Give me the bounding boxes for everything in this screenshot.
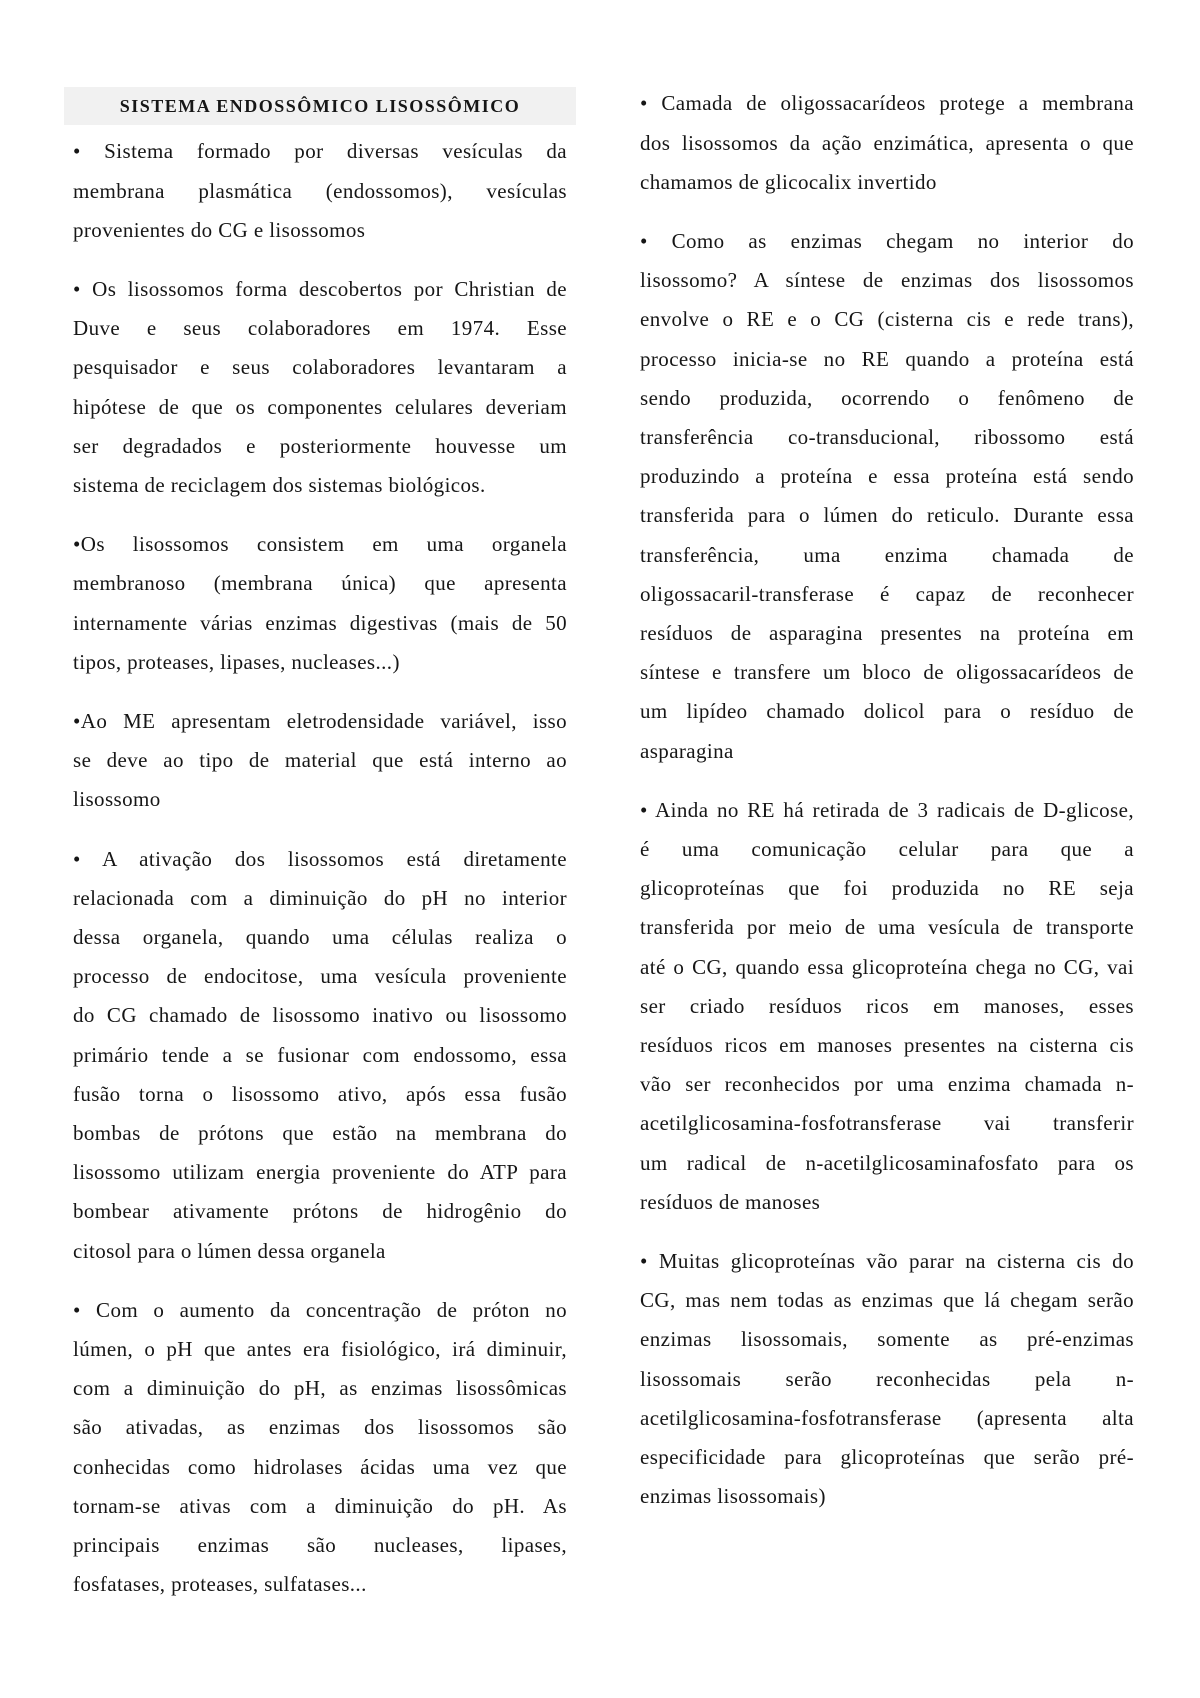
text-line: tornam-se ativas com a diminuição do pH. As: [73, 1493, 567, 1518]
paragraph: [640, 84, 1134, 202]
text-line: relacionada com a diminuição do pH no interior: [73, 885, 567, 910]
text-line: internamente várias enzimas digestivas (mais de 50: [73, 610, 567, 635]
text-line: são ativadas, as enzimas dos lisossomos são: [73, 1415, 567, 1440]
paragraph: [73, 702, 567, 820]
paragraph: [73, 1291, 567, 1605]
text-line: fosfatases, proteases, sulfatases...: [73, 1572, 367, 1597]
text-line: tipos, proteases, lipases, nucleases...): [73, 649, 400, 674]
text-line: acetilglicosamina-fosfotransferase (apresenta alta: [640, 1405, 1134, 1430]
text-line: produzindo a proteína e essa proteína está sendo: [640, 464, 1134, 489]
text-line: resíduos ricos em manoses presentes na cisterna cis: [640, 1033, 1134, 1058]
text-line: lisossomo: [73, 787, 161, 812]
text-line: lúmen, o pH que antes era fisiológico, irá diminuir,: [73, 1337, 567, 1362]
text-line: um radical de n-acetilglicosaminafosfato para os: [640, 1150, 1134, 1175]
text-line: é uma comunicação celular para que a: [640, 837, 1134, 862]
text-line: processo inicia-se no RE quando a proteína está: [640, 346, 1134, 371]
text-line: lisossomo? A síntese de enzimas dos lisossomos: [640, 268, 1134, 293]
text-line: do CG chamado de lisossomo inativo ou lisossomo: [73, 1003, 567, 1028]
text-line: sistema de reciclagem dos sistemas biológicos.: [73, 473, 486, 498]
text-line: • Como as enzimas chegam no interior do: [640, 229, 1134, 253]
text-line: enzimas lisossomais, somente as pré-enzimas: [640, 1327, 1134, 1352]
text-line: oligossacaril-transferase é capaz de reconhecer: [640, 581, 1134, 606]
text-line: transferida para o lúmen do reticulo. Durante essa: [640, 503, 1134, 528]
text-line: transferida por meio de uma vesícula de transporte: [640, 915, 1134, 940]
text-line: ser degradados e posteriormente houvesse um: [73, 433, 567, 458]
text-line: membranoso (membrana única) que apresenta: [73, 571, 567, 596]
text-line: lisossomais serão reconhecidas pela n-: [640, 1366, 1134, 1391]
text-line: CG, mas nem todas as enzimas que lá chegam serão: [640, 1288, 1134, 1313]
text-line: membrana plasmática (endossomos), vesículas: [73, 178, 567, 203]
text-line: asparagina: [640, 738, 734, 763]
text-line: síntese e transfere um bloco de oligossacarídeos de: [640, 660, 1134, 685]
left-column: [73, 132, 567, 1624]
text-line: bombear ativamente prótons de hidrogênio do: [73, 1199, 567, 1224]
right-column: [640, 84, 1134, 1536]
paragraph: [640, 791, 1134, 1222]
text-line: • Camada de oligossacarídeos protege a membrana: [640, 91, 1134, 116]
text-line: acetilglicosamina-fosfotransferase vai transferir: [640, 1111, 1134, 1136]
paragraph: [73, 270, 567, 505]
text-line: pesquisador e seus colaboradores levantaram a: [73, 355, 567, 380]
text-line: vão ser reconhecidos por uma enzima chamada n-: [640, 1072, 1134, 1097]
text-line: envolve o RE e o CG (cisterna cis e rede trans),: [640, 307, 1134, 332]
text-line: resíduos de asparagina presentes na proteína em: [640, 621, 1134, 646]
text-line: glicoproteínas que foi produzida no RE seja: [640, 876, 1134, 901]
text-line: transferência, uma enzima chamada de: [640, 542, 1134, 567]
text-line: principais enzimas são nucleases, lipases,: [73, 1533, 567, 1558]
text-line: • Sistema formado por diversas vesículas da: [73, 139, 567, 164]
paragraph: [640, 222, 1134, 771]
text-line: primário tende a se fusionar com endossomo, essa: [73, 1042, 567, 1067]
paragraph: [73, 840, 567, 1271]
title-bar: [64, 87, 576, 125]
text-line: transferência co-transducional, ribossomo está: [640, 425, 1134, 450]
text-line: • Ainda no RE há retirada de 3 radicais de D-glicose,: [640, 797, 1134, 822]
text-line: fusão torna o lisossomo ativo, após essa fusão: [73, 1081, 567, 1106]
text-line: lisossomo utilizam energia proveniente do ATP para: [73, 1160, 567, 1185]
text-line: resíduos de manoses: [640, 1189, 821, 1214]
text-line: um lipídeo chamado dolicol para o resíduo de: [640, 699, 1134, 724]
text-line: • A ativação dos lisossomos está diretamente: [73, 846, 567, 871]
text-line: citosol para o lúmen dessa organela: [73, 1238, 386, 1263]
text-line: dos lisossomos da ação enzimática, apresenta o que: [640, 130, 1134, 155]
text-line: • Os lisossomos forma descobertos por Christian de: [73, 277, 567, 301]
text-line: com a diminuição do pH, as enzimas lisossômicas: [73, 1376, 567, 1401]
text-line: •Ao ME apresentam eletrodensidade variável, isso: [73, 709, 567, 734]
paragraph: [73, 525, 567, 682]
text-line: bombas de prótons que estão na membrana do: [73, 1121, 567, 1146]
text-line: • Com o aumento da concentração de próton no: [73, 1297, 567, 1322]
text-line: enzimas lisossomais): [640, 1484, 826, 1509]
paragraph: [73, 132, 567, 250]
text-line: Duve e seus colaboradores em 1974. Esse: [73, 316, 567, 341]
text-line: provenientes do CG e lisossomos: [73, 217, 366, 242]
text-line: até o CG, quando essa glicoproteína chega no CG, vai: [640, 954, 1134, 979]
section-title: SISTEMA ENDOSSÔMICO LISOSSÔMICO: [119, 96, 521, 116]
text-line: conhecidas como hidrolases ácidas uma vez que: [73, 1454, 567, 1479]
text-line: processo de endocitose, uma vesícula proveniente: [73, 964, 567, 989]
text-line: • Muitas glicoproteínas vão parar na cisterna cis do: [640, 1249, 1134, 1274]
text-line: se deve ao tipo de material que está interno ao: [73, 748, 567, 773]
paragraph: [640, 1242, 1134, 1516]
text-line: especificidade para glicoproteínas que serão pré-: [640, 1445, 1134, 1470]
text-line: •Os lisossomos consistem em uma organela: [73, 532, 567, 557]
text-line: dessa organela, quando uma células realiza o: [73, 925, 567, 950]
text-line: hipótese de que os componentes celulares deveriam: [73, 394, 567, 419]
text-line: chamamos de glicocalix invertido: [640, 169, 937, 194]
text-line: ser criado resíduos ricos em manoses, esses: [640, 993, 1134, 1018]
text-line: sendo produzida, ocorrendo o fenômeno de: [640, 385, 1134, 410]
